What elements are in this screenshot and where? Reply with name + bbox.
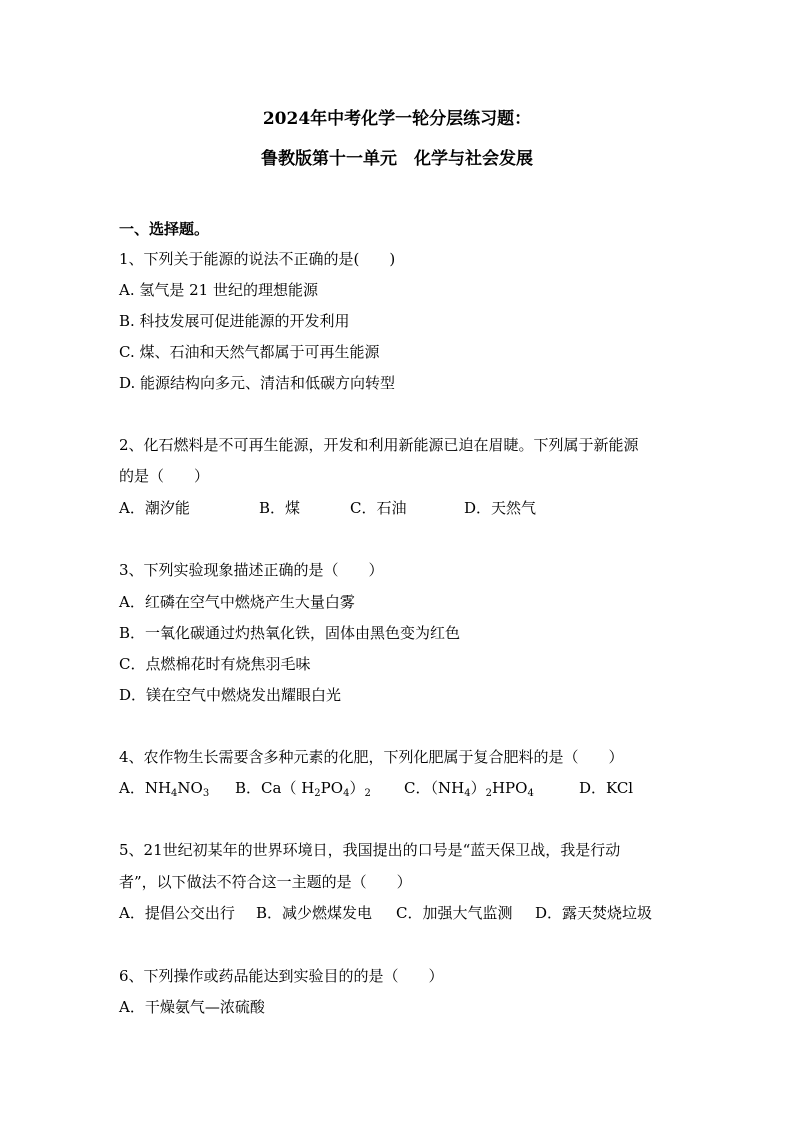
q5-stem-line-1: 5、21世纪初某年的世界环境日，我国提出的口号是“蓝天保卫战，我是行动 (119, 841, 621, 859)
q6-stem: 6、下列操作或药品能达到实验目的的是（ ） (119, 967, 444, 985)
q4-option-a: A．$NH_4NO_3$ (119, 779, 210, 799)
title-line-1: 2024年中考化学一轮分层练习题： (262, 109, 532, 129)
q3-option-a: A．红磷在空气中燃烧产生大量白雾 (119, 593, 355, 611)
q3-option-b: B．一氧化碳通过灼热氧化铁，固体由黑色变为红色 (119, 624, 461, 642)
q4-option-c: C．$(NH_4)_2HPO_4$ (404, 779, 534, 799)
q2-option-d: D．天然气 (464, 499, 537, 517)
q5-option-d: D．露天焚烧垃圾 (535, 904, 653, 922)
q5-option-c: C．加强大气监测 (396, 904, 513, 922)
q3-option-c: C．点燃棉花时有烧焦羽毛味 (119, 655, 311, 673)
section-heading: 一、选择题。 (119, 220, 210, 238)
q2-stem-line-2: 的是（ ） (119, 467, 210, 485)
q5-stem-line-2: 者”，以下做法不符合这一主题的是（ ） (119, 873, 412, 891)
q2-option-c: C．石油 (350, 499, 407, 517)
q2-stem-line-1: 2、化石燃料是不可再生能源，开发和利用新能源已迫在眉睫。下列属于新能源 (119, 436, 639, 454)
q2-option-a: A．潮汐能 (119, 499, 190, 517)
q4-option-b: B．Ca（ $H_2PO_4)_2$ (235, 779, 371, 799)
q1-option-d: D. 能源结构向多元、清洁和低碳方向转型 (119, 374, 396, 392)
q3-stem: 3、下列实验现象描述正确的是（ ） (119, 561, 384, 579)
q1-option-a: A. 氢气是 21 世纪的理想能源 (119, 281, 318, 299)
q5-option-a: A．提倡公交出行 (119, 904, 235, 922)
q6-option-a: A．干燥氨气—浓硫酸 (119, 998, 265, 1016)
q4-option-d: D．KCl (579, 779, 634, 797)
title-line-2: 鲁教版第十一单元 化学与社会发展 (261, 149, 533, 169)
q1-option-c: C. 煤、石油和天然气都属于可再生能源 (119, 343, 380, 361)
q4-stem: 4、农作物生长需要含多种元素的化肥，下列化肥属于复合肥料的是（ ） (119, 748, 624, 766)
q2-option-b: B．煤 (259, 499, 301, 517)
q1-option-b: B. 科技发展可促进能源的开发利用 (119, 312, 350, 330)
q3-option-d: D．镁在空气中燃烧发出耀眼白光 (119, 686, 342, 704)
q5-option-b: B．减少燃煤发电 (256, 904, 373, 922)
q1-stem: 1、下列关于能源的说法不正确的是( ) (119, 250, 396, 268)
